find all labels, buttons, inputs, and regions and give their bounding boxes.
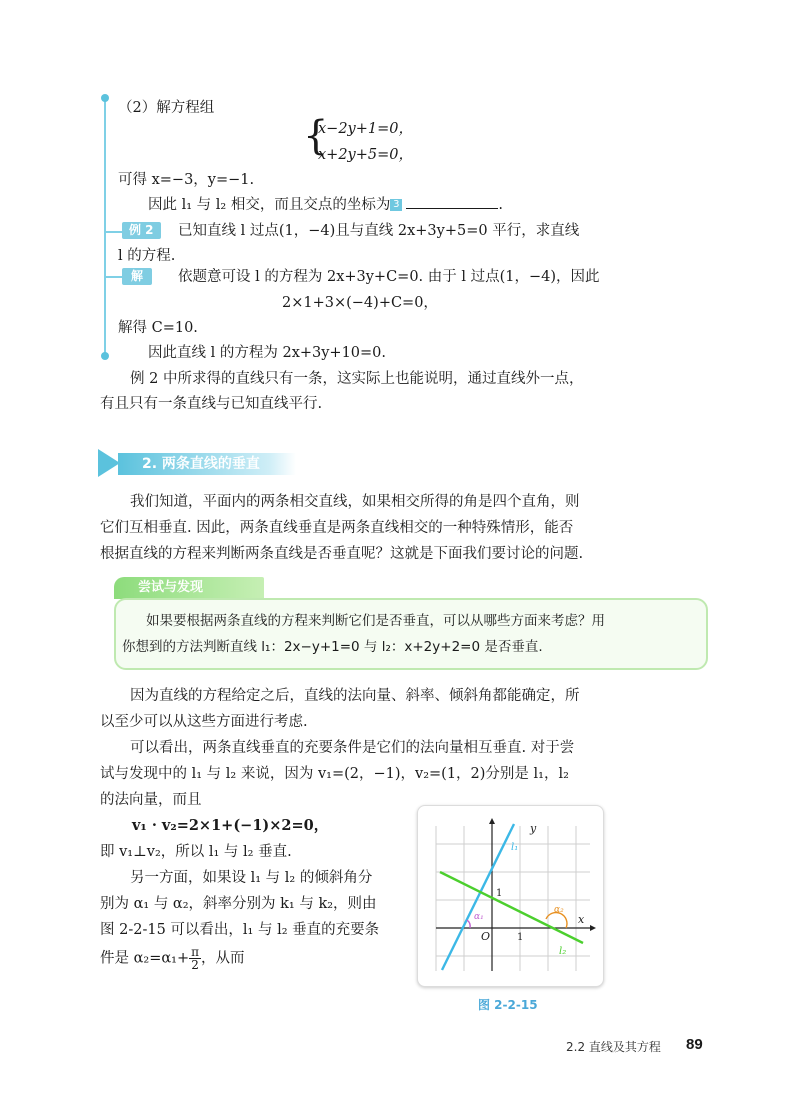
body-p3-line3: 图 2-2-15 可以看出，l₁ 与 l₂ 垂直的充要条 <box>100 922 380 938</box>
body-p2-line2: 试与发现中的 l₁ 与 l₂ 来说，因为 v₁=(2，−1)，v₂=(1，2)分别是 l₁，l₂ <box>100 766 569 782</box>
y-tick-label: 1 <box>496 888 503 899</box>
trial-tab-label: 尝试与发现 <box>138 580 204 595</box>
body-p1-line2: 以至少可以从这些方面进行考虑. <box>100 714 308 730</box>
line-l1 <box>442 824 514 970</box>
x-axis-arrow-icon <box>590 925 596 931</box>
part2-heading: （2）解方程组 <box>118 100 215 116</box>
example-margin-bar <box>104 98 106 356</box>
pi-over-2-fraction <box>189 946 201 971</box>
coordinate-plot <box>418 806 603 986</box>
solution-line3: 因此直线 l 的方程为 2x+3y+10=0. <box>148 345 387 361</box>
alpha2-label: α₂ <box>554 905 564 915</box>
section-heading <box>98 449 298 477</box>
example-tag: 例 2 <box>122 222 161 239</box>
figure-caption: 图 2-2-15 <box>478 998 538 1012</box>
running-footer: 2.2 直线及其方程 <box>566 1040 661 1054</box>
body-p3-line4 <box>100 946 245 971</box>
system-eq1: x−2y+1=0， <box>318 121 413 137</box>
body-p2-line4: 即 v₁⊥v₂，所以 l₁ 与 l₂ 垂直. <box>100 844 292 860</box>
alpha1-label: α₁ <box>474 912 484 922</box>
body-p3-line1: 另一方面，如果设 l₁ 与 l₂ 的倾斜角分 <box>130 870 373 886</box>
fraction-numerator: π <box>191 945 200 959</box>
x-tick-label: 1 <box>517 932 524 943</box>
condition-text: 件是 α₂=α₁+ <box>100 950 190 967</box>
system-eq2: x+2y+5=0， <box>318 147 413 163</box>
trial-line2: 你想到的方法判断直线 l₁：2x−y+1=0 与 l₂：x+2y+2=0 是否垂直. <box>122 639 543 655</box>
remark-line2: 有且只有一条直线与已知直线平行. <box>100 396 323 412</box>
intro-line2: 它们互相垂直. 因此，两条直线垂直是两条直线相交的一种特殊情形，能否 <box>100 520 574 536</box>
body-p2-line3: 的法向量，而且 <box>100 792 202 808</box>
solution-line2: 解得 C=10. <box>118 320 198 336</box>
part2-conclusion <box>148 195 503 215</box>
y-axis-label: y <box>530 822 537 835</box>
remark-line1: 例 2 中所求得的直线只有一条，这实际上也能说明，通过直线外一点， <box>130 371 584 387</box>
page-number: 89 <box>686 1036 703 1053</box>
origin-label: O <box>481 930 491 943</box>
margin-tick <box>104 276 122 278</box>
trial-tab <box>114 577 264 599</box>
x-axis-label: x <box>578 913 585 926</box>
part2-result: 可得 x=−3，y=−1. <box>118 172 255 188</box>
body-p2-equation: v₁ · v₂=2×1+(−1)×2=0， <box>132 817 329 834</box>
intro-line1: 我们知道，平面内的两条相交直线，如果相交所得的角是四个直角，则 <box>130 494 580 510</box>
body-p2-line1: 可以看出，两条直线垂直的充要条件是它们的法向量相互垂直. 对于尝 <box>130 740 575 756</box>
trial-box <box>114 598 708 670</box>
angle-arc-alpha1 <box>467 920 470 928</box>
fraction-denominator: 2 <box>191 958 199 972</box>
body-p3-line2: 别为 α₁ 与 α₂，斜率分别为 k₁ 与 k₂，则由 <box>100 896 377 912</box>
trial-line1: 如果要根据两条直线的方程来判断它们是否垂直，可以从哪些方面来考虑？用 <box>146 613 605 629</box>
example2-question-line1: 已知直线 l 过点(1，−4)且与直线 2x+3y+5=0 平行，求直线 <box>178 223 580 239</box>
solution-equation: 2×1+3×(−4)+C=0， <box>282 295 438 311</box>
solution-line1: 依题意可设 l 的方程为 2x+3y+C=0. 由于 l 过点(1，−4)，因此 <box>178 269 600 285</box>
y-axis-arrow-icon <box>489 818 495 824</box>
equation-brace: { <box>303 113 329 159</box>
body-p1-line1: 因为直线的方程给定之后，直线的法向量、斜率、倾斜角都能确定，所 <box>130 688 580 704</box>
conclusion-text: 因此 l₁ 与 l₂ 相交，而且交点的坐标为 <box>148 197 391 213</box>
section-arrow-icon <box>98 449 120 477</box>
example2-question-line2: l 的方程. <box>118 248 176 264</box>
intro-line3: 根据直线的方程来判断两条直线是否垂直呢？这就是下面我们要讨论的问题. <box>100 546 584 562</box>
section-title: 2. 两条直线的垂直 <box>142 456 260 472</box>
answer-blank <box>406 208 498 209</box>
l2-label: l₂ <box>559 946 567 957</box>
blank-marker: 3 <box>390 199 402 211</box>
solution-tag: 解 <box>122 268 152 285</box>
l1-label: l₁ <box>511 842 519 853</box>
condition-text-end: ，从而 <box>201 950 245 967</box>
margin-tick <box>104 231 122 233</box>
figure-2-2-15 <box>417 805 604 987</box>
conclusion-end: . <box>498 197 503 213</box>
